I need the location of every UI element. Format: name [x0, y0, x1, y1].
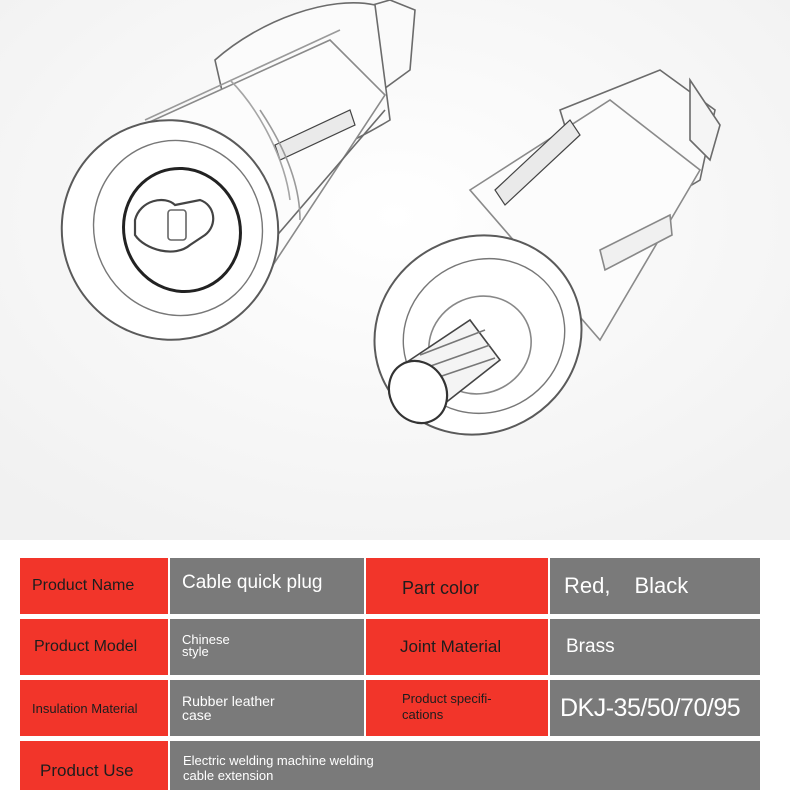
product-model-value-line2: style [182, 644, 209, 659]
part-color-value [550, 558, 760, 614]
product-model-value [170, 619, 364, 675]
part-color-value-black: Black [634, 573, 689, 598]
product-name-label: Product Name [20, 558, 168, 614]
product-model-value-line1: Chinese [182, 632, 230, 647]
product-use-value-line2: cable extension [183, 768, 274, 783]
product-specifications-value: DKJ-35/50/70/95 [550, 680, 760, 736]
product-name-value: Cable quick plug [170, 558, 364, 614]
insulation-material-value [170, 680, 364, 736]
product-use-value-line1: Electric welding machine welding [183, 753, 374, 768]
part-color-label: Part color [366, 558, 548, 614]
product-use-value [170, 741, 760, 790]
product-specifications-label-line2: cations [402, 707, 444, 722]
product-model-label: Product Model [20, 619, 168, 675]
product-use-label: Product Use [20, 741, 168, 790]
insulation-material-value-line2: case [182, 707, 212, 723]
product-specifications-label [366, 680, 548, 736]
joint-material-label: Joint Material [366, 619, 548, 675]
product-specifications-label-line1: Product specifi- [402, 691, 492, 706]
part-color-value-red: Red, [564, 573, 611, 598]
insulation-material-value-line1: Rubber leather [182, 693, 275, 709]
insulation-material-label: Insulation Material [20, 680, 168, 736]
joint-material-value: Brass [550, 619, 760, 675]
